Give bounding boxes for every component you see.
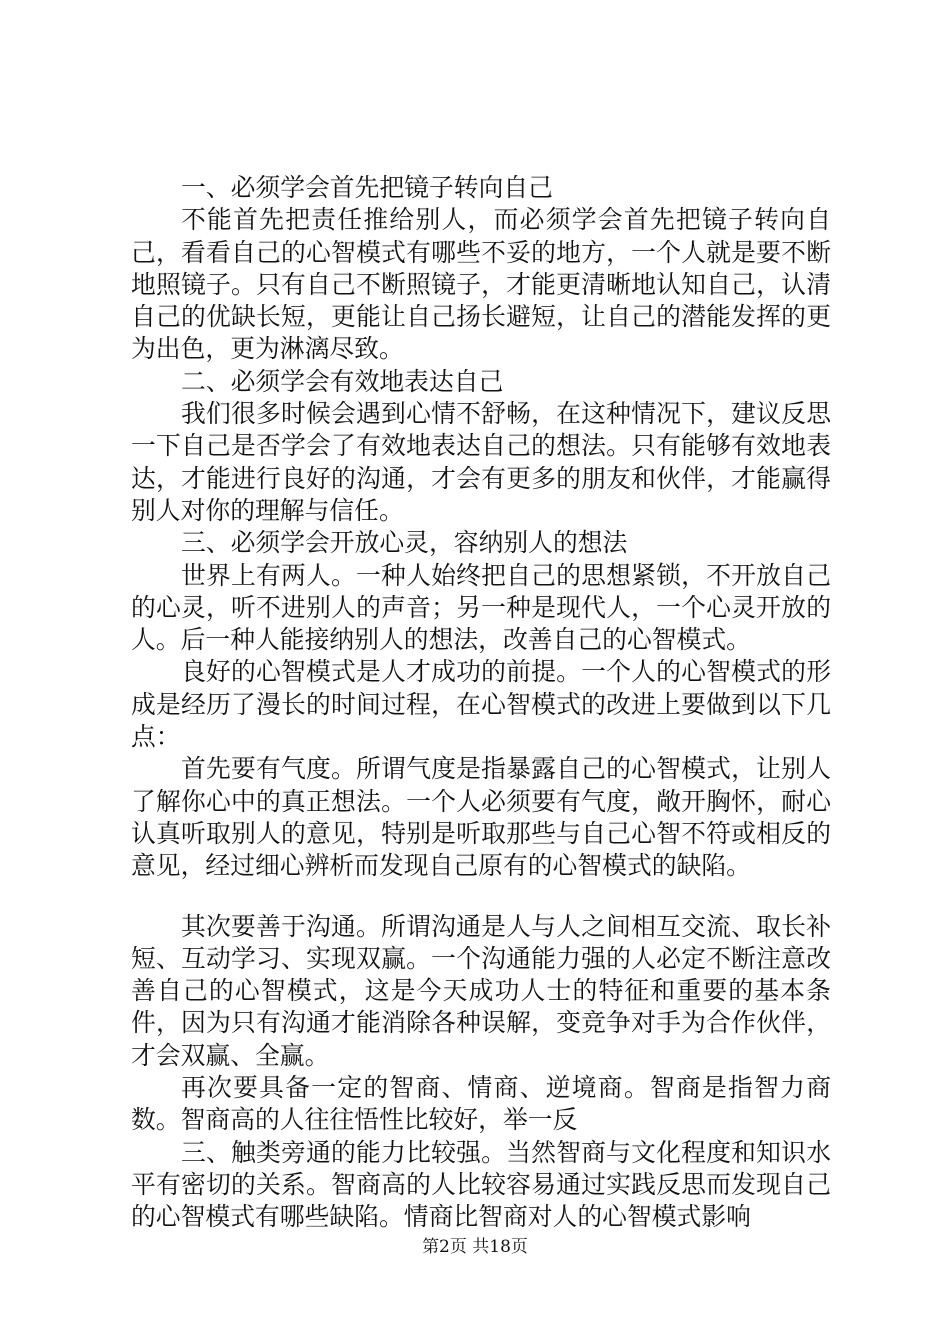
paragraph: 三、触类旁通的能力比较强。当然智商与文化程度和知识水平有密切的关系。智商高的人比较容易通过实践反思而发现自己的心智模式有哪些缺陷。情商比智商对人的心智模式影响: [131, 1137, 831, 1232]
paragraph: 其次要善于沟通。所谓沟通是人与人之间相互交流、取长补短、互动学习、实现双赢。一个沟通能力强的人必定不断注意改善自己的心智模式，这是今天成功人士的特征和重要的基本条件，因为只有沟通才能消除各种误解，变竞争对手为合作伙伴，才会双赢、全赢。: [131, 911, 831, 1070]
paragraph: 再次要具备一定的智商、情商、逆境商。智商是指智力商数。智商高的人往往悟性比较好，举一反: [131, 1073, 831, 1135]
paragraph: 世界上有两人。一种人始终把自己的思想紧锁，不开放自己的心灵，听不进别人的声音；另一种是现代人，一个心灵开放的人。后一种人能接纳别人的想法，改善自己的心智模式。: [131, 560, 831, 655]
section-heading-1: 一、必须学会首先把镜子转向自己: [181, 173, 553, 202]
paragraph: 我们很多时候会遇到心情不舒畅，在这种情况下，建议反思一下自己是否学会了有效地表达自己的想法。只有能够有效地表达，才能进行良好的沟通，才会有更多的朋友和伙伴，才能赢得别人对你的理解与信任。: [131, 399, 831, 525]
paragraph: 首先要有气度。所谓气度是指暴露自己的心智模式，让别人了解你心中的真正想法。一个人必须要有气度，敞开胸怀，耐心认真听取别人的意见，特别是听取那些与自己心智不符或相反的意见，经过细心辨析而发现自己原有的心智模式的缺陷。: [131, 754, 831, 881]
page-number-footer: 第2页 共18页: [422, 1237, 528, 1257]
document-body: [131, 172, 831, 1234]
paragraph: 不能首先把责任推给别人，而必须学会首先把镜子转向自己，看看自己的心智模式有哪些不妥的地方，一个人就是要不断地照镜子。只有自己不断照镜子，才能更清晰地认知自己，认清自己的优缺长短，更能让自己扬长避短，让自己的潜能发挥的更为出色，更为淋漓尽致。: [131, 205, 831, 364]
section-heading-2: 二、必须学会有效地表达自己: [181, 366, 504, 396]
paragraph: 良好的心智模式是人才成功的前提。一个人的心智模式的形成是经历了漫长的时间过程，在心智模式的改进上要做到以下几点：: [131, 657, 831, 752]
section-heading-3: 三、必须学会开放心灵，容纳别人的想法: [181, 528, 628, 558]
